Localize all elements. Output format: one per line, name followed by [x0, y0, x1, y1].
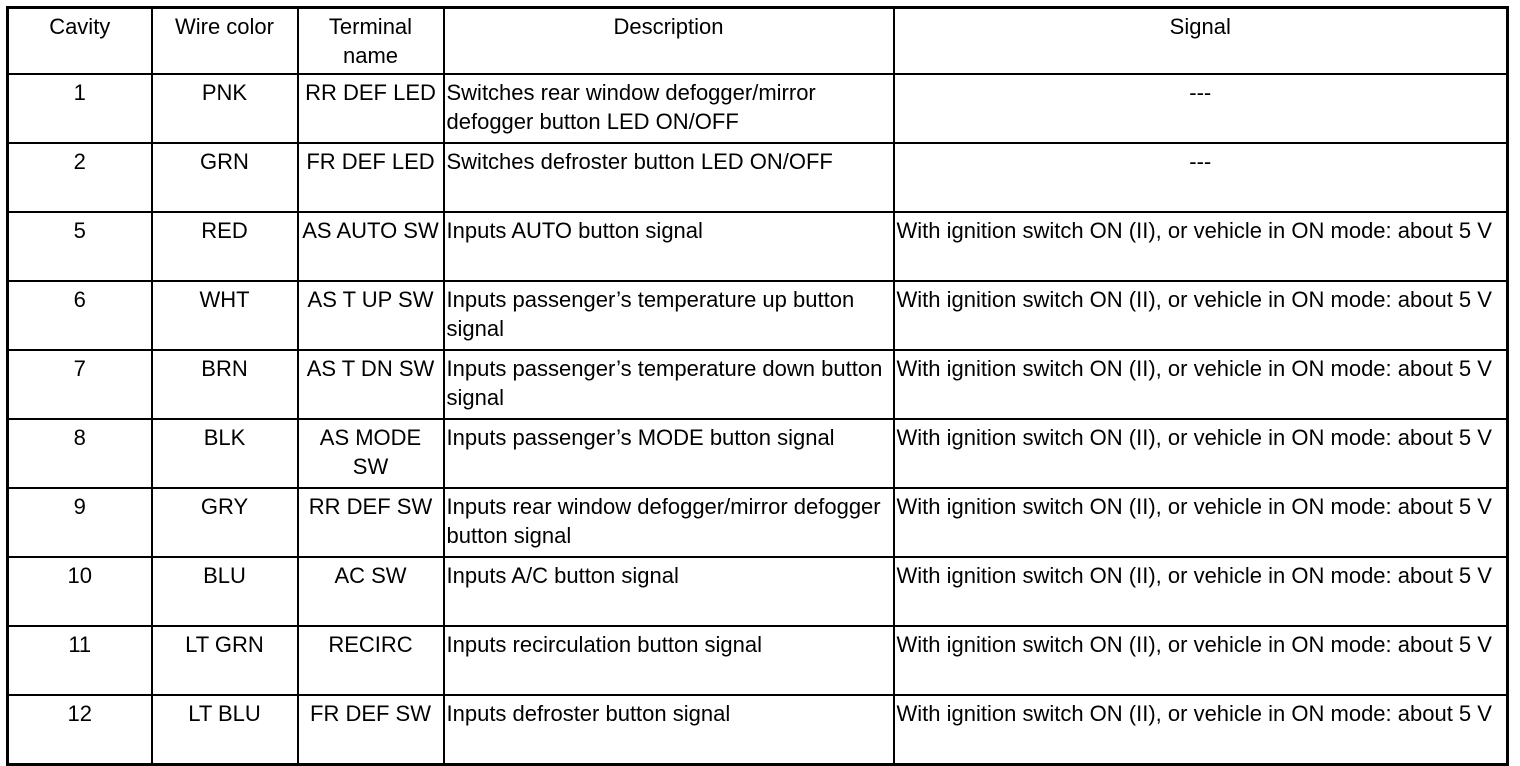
cavity-cell: 12	[8, 695, 152, 765]
table-row	[8, 557, 1508, 626]
cavity-cell: 10	[8, 557, 152, 626]
signal-cell: ---	[894, 74, 1508, 143]
terminal-name-cell: AS MODE SW	[298, 419, 444, 488]
table-row	[8, 626, 1508, 695]
description-cell: Inputs rear window defogger/mirror defogger button signal	[444, 488, 894, 557]
terminal-name-cell: FR DEF SW	[298, 695, 444, 765]
signal-cell: With ignition switch ON (II), or vehicle in ON mode: about 5 V	[894, 695, 1508, 765]
header-cavity: Cavity	[8, 8, 152, 75]
wire-color-cell: RED	[152, 212, 298, 281]
description-cell: Inputs passenger’s temperature up button signal	[444, 281, 894, 350]
wire-color-cell: PNK	[152, 74, 298, 143]
cavity-cell: 11	[8, 626, 152, 695]
signal-cell: With ignition switch ON (II), or vehicle in ON mode: about 5 V	[894, 212, 1508, 281]
wire-color-cell: LT BLU	[152, 695, 298, 765]
wire-color-cell: WHT	[152, 281, 298, 350]
terminal-name-cell: RR DEF SW	[298, 488, 444, 557]
signal-cell: ---	[894, 143, 1508, 212]
terminal-name-cell: AS T UP SW	[298, 281, 444, 350]
description-cell: Inputs AUTO button signal	[444, 212, 894, 281]
wire-color-cell: BLU	[152, 557, 298, 626]
cavity-cell: 1	[8, 74, 152, 143]
header-description: Description	[444, 8, 894, 75]
terminal-name-cell: RECIRC	[298, 626, 444, 695]
signal-cell: With ignition switch ON (II), or vehicle in ON mode: about 5 V	[894, 488, 1508, 557]
terminal-name-cell: AC SW	[298, 557, 444, 626]
table-row	[8, 74, 1508, 143]
table-row	[8, 212, 1508, 281]
cavity-cell: 2	[8, 143, 152, 212]
signal-cell: With ignition switch ON (II), or vehicle in ON mode: about 5 V	[894, 281, 1508, 350]
cavity-cell: 9	[8, 488, 152, 557]
description-cell: Inputs A/C button signal	[444, 557, 894, 626]
header-row	[8, 8, 1508, 75]
wire-color-cell: GRN	[152, 143, 298, 212]
table-row	[8, 143, 1508, 212]
signal-cell: With ignition switch ON (II), or vehicle in ON mode: about 5 V	[894, 419, 1508, 488]
description-cell: Switches defroster button LED ON/OFF	[444, 143, 894, 212]
cavity-cell: 8	[8, 419, 152, 488]
cavity-cell: 5	[8, 212, 152, 281]
table-body	[8, 74, 1508, 765]
header-signal: Signal	[894, 8, 1508, 75]
header-wire-color: Wire color	[152, 8, 298, 75]
description-cell: Inputs defroster button signal	[444, 695, 894, 765]
wire-color-cell: BLK	[152, 419, 298, 488]
table-row	[8, 350, 1508, 419]
signal-cell: With ignition switch ON (II), or vehicle in ON mode: about 5 V	[894, 626, 1508, 695]
header-terminal-name: Terminal name	[298, 8, 444, 75]
cavity-cell: 6	[8, 281, 152, 350]
terminal-name-cell: AS AUTO SW	[298, 212, 444, 281]
connector-pinout-table	[6, 6, 1509, 766]
wire-color-cell: LT GRN	[152, 626, 298, 695]
description-cell: Inputs passenger’s temperature down button signal	[444, 350, 894, 419]
table-row	[8, 419, 1508, 488]
signal-cell: With ignition switch ON (II), or vehicle in ON mode: about 5 V	[894, 557, 1508, 626]
table-row	[8, 281, 1508, 350]
terminal-name-cell: AS T DN SW	[298, 350, 444, 419]
wire-color-cell: GRY	[152, 488, 298, 557]
terminal-name-cell: FR DEF LED	[298, 143, 444, 212]
cavity-cell: 7	[8, 350, 152, 419]
table-row	[8, 488, 1508, 557]
terminal-name-cell: RR DEF LED	[298, 74, 444, 143]
signal-cell: With ignition switch ON (II), or vehicle in ON mode: about 5 V	[894, 350, 1508, 419]
wire-color-cell: BRN	[152, 350, 298, 419]
table-header	[8, 8, 1508, 75]
description-cell: Switches rear window defogger/mirror defogger button LED ON/OFF	[444, 74, 894, 143]
description-cell: Inputs passenger’s MODE button signal	[444, 419, 894, 488]
description-cell: Inputs recirculation button signal	[444, 626, 894, 695]
table-row	[8, 695, 1508, 765]
